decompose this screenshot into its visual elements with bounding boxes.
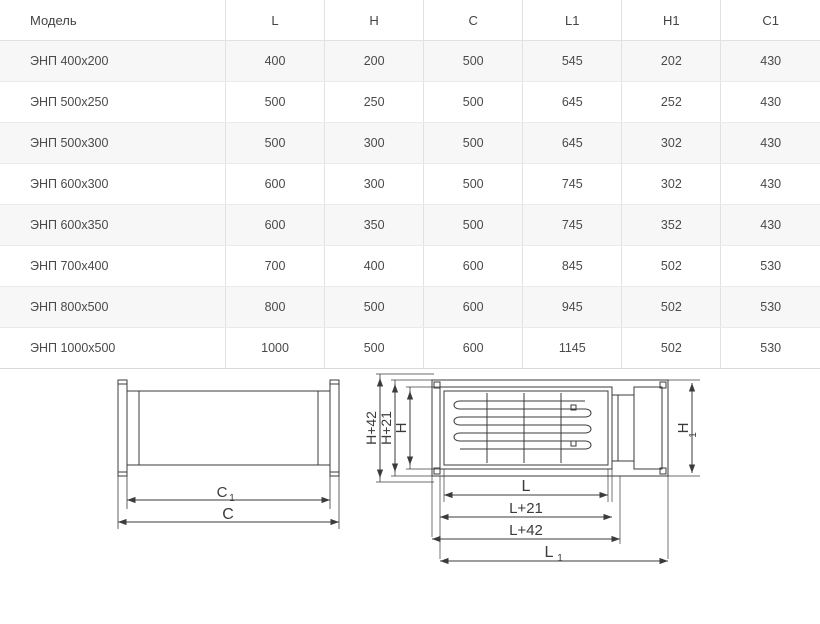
cell-h1: 302 [622, 164, 721, 205]
cell-l: 500 [226, 123, 325, 164]
cell-l1: 845 [523, 246, 622, 287]
cell-c: 600 [424, 246, 523, 287]
cell-c1: 530 [721, 246, 820, 287]
cell-model: ЭНП 400х200 [0, 41, 226, 82]
table-row [0, 164, 820, 205]
cell-h: 500 [325, 328, 424, 369]
label-h-plus-42: H+42 [363, 411, 379, 445]
cell-model: ЭНП 700х400 [0, 246, 226, 287]
column-header-h1: H1 [622, 0, 721, 41]
cell-l: 600 [226, 164, 325, 205]
table-row [0, 328, 820, 369]
cell-h: 300 [325, 123, 424, 164]
cell-h1: 252 [622, 82, 721, 123]
cell-model: ЭНП 600х350 [0, 205, 226, 246]
label-c: C [222, 506, 234, 523]
cell-h1: 502 [622, 246, 721, 287]
label-l: L [521, 478, 531, 495]
cell-c: 500 [424, 123, 523, 164]
cell-l1: 645 [523, 82, 622, 123]
cell-l: 800 [226, 287, 325, 328]
cell-c1: 430 [721, 123, 820, 164]
table-row [0, 246, 820, 287]
cell-h: 250 [325, 82, 424, 123]
cell-l1: 545 [523, 41, 622, 82]
column-header-c1: C1 [721, 0, 820, 41]
label-l-plus-21: L+21 [509, 500, 543, 517]
cell-l1: 745 [523, 205, 622, 246]
table-row [0, 287, 820, 328]
technical-drawing [0, 369, 820, 624]
cell-model: ЭНП 500х250 [0, 82, 226, 123]
label-l1: L [544, 544, 554, 561]
label-c1-subscript: 1 [229, 493, 235, 504]
drawing-svg [0, 369, 820, 624]
cell-c: 500 [424, 164, 523, 205]
cell-c1: 430 [721, 82, 820, 123]
column-header-l: L [226, 0, 325, 41]
cell-model: ЭНП 600х300 [0, 164, 226, 205]
label-h1-subscript: 1 [688, 432, 699, 438]
cell-h: 200 [325, 41, 424, 82]
cell-c1: 430 [721, 41, 820, 82]
cell-c: 600 [424, 328, 523, 369]
table-body [0, 41, 820, 369]
cell-model: ЭНП 800х500 [0, 287, 226, 328]
label-l1-subscript: 1 [557, 553, 563, 564]
cell-h1: 202 [622, 41, 721, 82]
front-view-labels [363, 411, 699, 564]
cell-c: 500 [424, 82, 523, 123]
table-row [0, 205, 820, 246]
cell-h1: 302 [622, 123, 721, 164]
cell-h: 300 [325, 164, 424, 205]
cell-c1: 430 [721, 205, 820, 246]
cell-h: 400 [325, 246, 424, 287]
label-h-plus-21: H+21 [378, 411, 394, 445]
cell-c1: 430 [721, 164, 820, 205]
table-header [0, 0, 820, 41]
cell-model: ЭНП 1000х500 [0, 328, 226, 369]
column-header-h: H [325, 0, 424, 41]
cell-h1: 502 [622, 328, 721, 369]
label-l-plus-42: L+42 [509, 522, 543, 539]
cell-l1: 1145 [523, 328, 622, 369]
cell-l: 500 [226, 82, 325, 123]
cell-h1: 352 [622, 205, 721, 246]
cell-l: 1000 [226, 328, 325, 369]
cell-model: ЭНП 500х300 [0, 123, 226, 164]
label-c1: C [216, 484, 228, 501]
cell-c1: 530 [721, 287, 820, 328]
table-row [0, 82, 820, 123]
cell-l1: 945 [523, 287, 622, 328]
cell-l1: 645 [523, 123, 622, 164]
column-header-l1: L1 [523, 0, 622, 41]
cell-l1: 745 [523, 164, 622, 205]
cell-l: 400 [226, 41, 325, 82]
table-row [0, 123, 820, 164]
table-row [0, 41, 820, 82]
cell-c: 600 [424, 287, 523, 328]
cell-l: 600 [226, 205, 325, 246]
cell-h1: 502 [622, 287, 721, 328]
label-h1: H [675, 422, 692, 434]
label-h: H [393, 422, 410, 434]
cell-c: 500 [424, 205, 523, 246]
cell-h: 350 [325, 205, 424, 246]
side-view-labels [217, 484, 236, 523]
cell-h: 500 [325, 287, 424, 328]
cell-c: 500 [424, 41, 523, 82]
table-header-row [0, 0, 820, 41]
cell-c1: 530 [721, 328, 820, 369]
cell-l: 700 [226, 246, 325, 287]
column-header-c: C [424, 0, 523, 41]
column-header-model: Модель [0, 0, 226, 41]
